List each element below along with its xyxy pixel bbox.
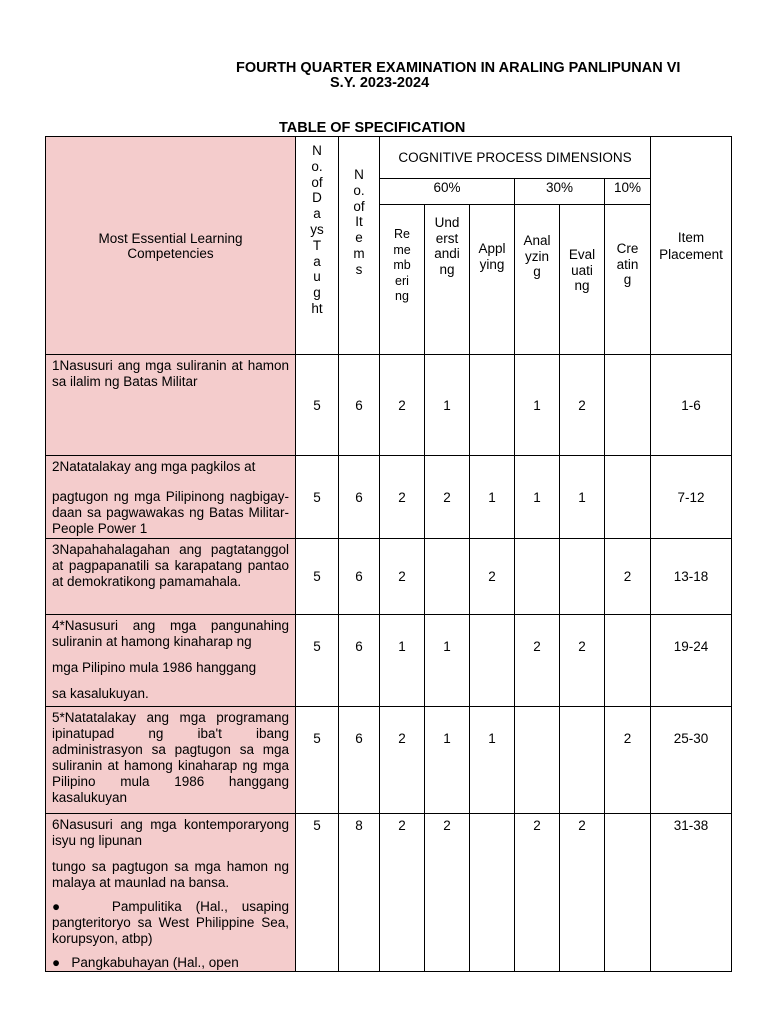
exam-title: FOURTH QUARTER EXAMINATION IN ARALING PANLIPUNAN VI [236, 60, 681, 76]
analyzing-cell [515, 539, 560, 615]
cognitive-header: COGNITIVE PROCESS DIMENSIONS [380, 137, 651, 179]
understanding-cell: 1 [425, 707, 470, 814]
analyzing-cell: 1 [515, 355, 560, 456]
evaluating-cell [560, 707, 605, 814]
table-row [46, 707, 732, 814]
remembering-cell: 2 [380, 814, 425, 972]
understanding-header: Understanding [425, 205, 470, 355]
competency-6: 6Nasusuri ang mga kontemporaryong isyu ng lipunan tungo sa pagtugon sa mga hamon ng malaya at maunlad na bansa. ● Pampulitika (Hal., usaping pangteritoryo sa West Philippine Sea, korupsyon, atbp) ● Pangkabuhayan (Hal., open [46, 814, 296, 972]
understanding-cell: 2 [425, 456, 470, 539]
percent-10: 10% [605, 179, 651, 205]
days-cell: 5 [296, 539, 339, 615]
remembering-cell: 2 [380, 355, 425, 456]
table-row [46, 615, 732, 707]
evaluating-cell: 2 [560, 814, 605, 972]
bullet-icon: ● [52, 899, 71, 914]
remembering-header: Remembering [380, 205, 425, 355]
remembering-cell: 2 [380, 539, 425, 615]
table-row [46, 539, 732, 615]
applying-cell: 2 [470, 539, 515, 615]
competency-1: 1Nasusuri ang mga suliranin at hamon sa ilalim ng Batas Militar [46, 355, 296, 456]
placement-cell: 25-30 [651, 707, 732, 814]
applying-header: Applying [470, 205, 515, 355]
items-cell: 6 [339, 539, 380, 615]
competency-4: 4*Nasusuri ang mga pangunahing suliranin at hamong kinaharap ng mga Pilipino mula 1986 hanggang sa kasalukuyan. [46, 615, 296, 707]
evaluating-cell: 2 [560, 355, 605, 456]
understanding-cell: 2 [425, 814, 470, 972]
items-cell: 6 [339, 615, 380, 707]
specification-table [45, 136, 732, 972]
percent-60: 60% [380, 179, 515, 205]
school-year: S.Y. 2023-2024 [330, 75, 430, 91]
analyzing-cell [515, 707, 560, 814]
analyzing-header: Analyzing [515, 205, 560, 355]
days-cell: 5 [296, 355, 339, 456]
evaluating-cell: 2 [560, 615, 605, 707]
applying-cell: 1 [470, 707, 515, 814]
placement-cell: 1-6 [651, 355, 732, 456]
remembering-cell: 2 [380, 707, 425, 814]
creating-cell [605, 456, 651, 539]
items-cell: 6 [339, 707, 380, 814]
creating-cell [605, 615, 651, 707]
applying-cell [470, 615, 515, 707]
table-row [46, 355, 732, 456]
remembering-cell: 2 [380, 456, 425, 539]
applying-cell [470, 814, 515, 972]
evaluating-cell [560, 539, 605, 615]
placement-cell: 13-18 [651, 539, 732, 615]
placement-header: Item Placement [651, 137, 732, 355]
creating-cell: 2 [605, 707, 651, 814]
applying-cell: 1 [470, 456, 515, 539]
items-header: No.ofItems [339, 137, 380, 355]
creating-header: Creating [605, 205, 651, 355]
evaluating-header: Evaluating [560, 205, 605, 355]
days-taught-header: No.ofDaysTaught [296, 137, 339, 355]
competencies-header: Most Essential Learning Competencies [46, 137, 296, 355]
analyzing-cell: 2 [515, 814, 560, 972]
items-cell: 8 [339, 814, 380, 972]
analyzing-cell: 2 [515, 615, 560, 707]
placement-cell: 19-24 [651, 615, 732, 707]
competency-2: 2Natatalakay ang mga pagkilos at pagtugon ng mga Pilipinong nagbigay-daan sa pagwawakas ng Batas Militar- People Power 1 [46, 456, 296, 539]
placement-cell: 7-12 [651, 456, 732, 539]
items-cell: 6 [339, 355, 380, 456]
understanding-cell [425, 539, 470, 615]
understanding-cell: 1 [425, 615, 470, 707]
applying-cell [470, 355, 515, 456]
creating-cell [605, 814, 651, 972]
days-cell: 5 [296, 456, 339, 539]
evaluating-cell: 1 [560, 456, 605, 539]
creating-cell: 2 [605, 539, 651, 615]
creating-cell [605, 355, 651, 456]
bullet-icon: ● [52, 955, 61, 970]
table-title: TABLE OF SPECIFICATION [279, 120, 466, 136]
table-row [46, 456, 732, 539]
analyzing-cell: 1 [515, 456, 560, 539]
understanding-cell: 1 [425, 355, 470, 456]
competency-5: 5*Natatalakay ang mga programang ipinatupad ng iba't ibang administrasyon sa pagtugon sa mga suliranin at hamong kinaharap ng mga Pilipino mula 1986 hanggang kasalukuyan [46, 707, 296, 814]
competency-3: 3Napahahalagahan ang pagtatanggol at pagpapanatili sa karapatang pantao at demokratikong pamamahala. [46, 539, 296, 615]
table-row [46, 814, 732, 972]
placement-cell: 31-38 [651, 814, 732, 972]
percent-30: 30% [515, 179, 605, 205]
days-cell: 5 [296, 707, 339, 814]
days-cell: 5 [296, 814, 339, 972]
items-cell: 6 [339, 456, 380, 539]
remembering-cell: 1 [380, 615, 425, 707]
days-cell: 5 [296, 615, 339, 707]
